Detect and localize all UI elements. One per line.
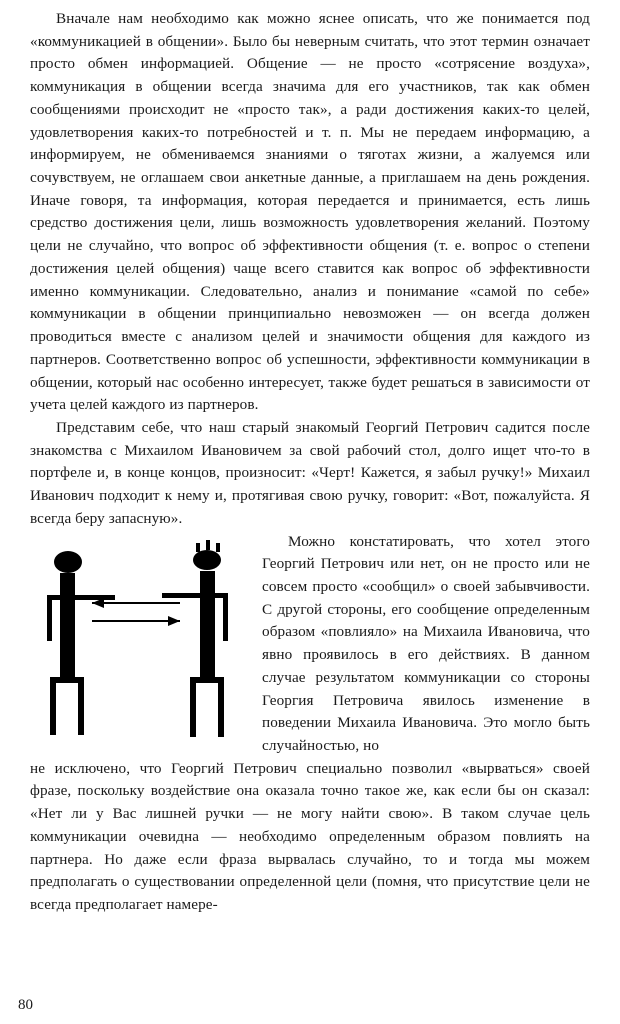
paragraph-4: не исключено, что Георгий Петрович специально позволил «вырваться» своей фразе, поскольку воздействие она оказала точно такое же, как если бы он сказал: «Нет ли у Вас лишней ручки — не могу найти свою». В таком случае цель коммуникации очевидна — необходимо определенным образом повлиять на партнера. Но даже если фраза вырвалась случайно, то и тогда мы можем предполагать о существовании определенной цели (помня, что присутствие цели не всегда предполагает намере- (30, 759, 590, 914)
two-stick-figures-communicating-figure (30, 533, 252, 745)
page-body (30, 8, 590, 917)
paragraph-2: Представим себе, что наш старый знакомый Георгий Петрович садится после знакомства с Михаилом Ивановичем за свой рабочий стол, долго ищет что-то в портфеле и, в конце концов, произносит: «Черт! Кажется, я забыл ручку!» Михаил Иванович подходит к нему и, протягивая свою ручку, говорит: «Вот, пожалуйста. Я всегда беру запасную». (30, 418, 590, 527)
stick-figures-illustration (30, 533, 252, 745)
page-number: 80 (18, 997, 33, 1013)
paragraph-1: Вначале нам необходимо как можно яснее описать, что же понимается под «коммуникацией в общении». Было бы неверным считать, что этот термин означает просто обмен информацией. Общение — не просто «сотрясение воздуха», коммуникация в общении всегда значима для его участников, так как обмен сообщениями происходит не «просто так», а ради достижения каких-то целей, удовлетворения каких-то потребностей и т. п. Мы не передаем информацию, а информируем, не обмениваемся знаниями о тяготах жизни, а жалуемся или сочувствуем, не оглашаем свои анкетные данные, а приглашаем на день рождения. Иначе говоря, та информация, которая передается и принимается, есть лишь средство достижения цели, лишь возможность удовлетворения желаний. Поэтому цели не случайно, что вопрос об эффективности общения (т. е. вопрос о степени достижения целей общения) чаще всего ставится как вопрос об эффективности именно коммуникации. Следовательно, анализ и понимание «самой по себе» коммуникации в общении принципиально невозможен — он всегда должен проводиться вместе с анализом целей и значимости общения для каждого из партнеров. Соответственно вопрос об успешности, эффективности коммуникации в общении, который нас особенно интересует, также будет решаться в зависимости от учета целей каждого из партнеров. (30, 10, 590, 414)
paragraph-3: Можно констатировать, что хотел этого Георгий Петрович или нет, он не просто или не совсем просто «сообщил» о своей забывчивости. С другой стороны, его сообщение определенным образом «повлияло» на Михаила Ивановича, что явно проявилось в его действиях. В данном случае результатом коммуникации со стороны Георгия Петровича явилось изменение в поведении Михаила Ивановича. Это могло быть случайностью, но (262, 532, 590, 754)
figure-with-text-wrap (30, 531, 590, 758)
